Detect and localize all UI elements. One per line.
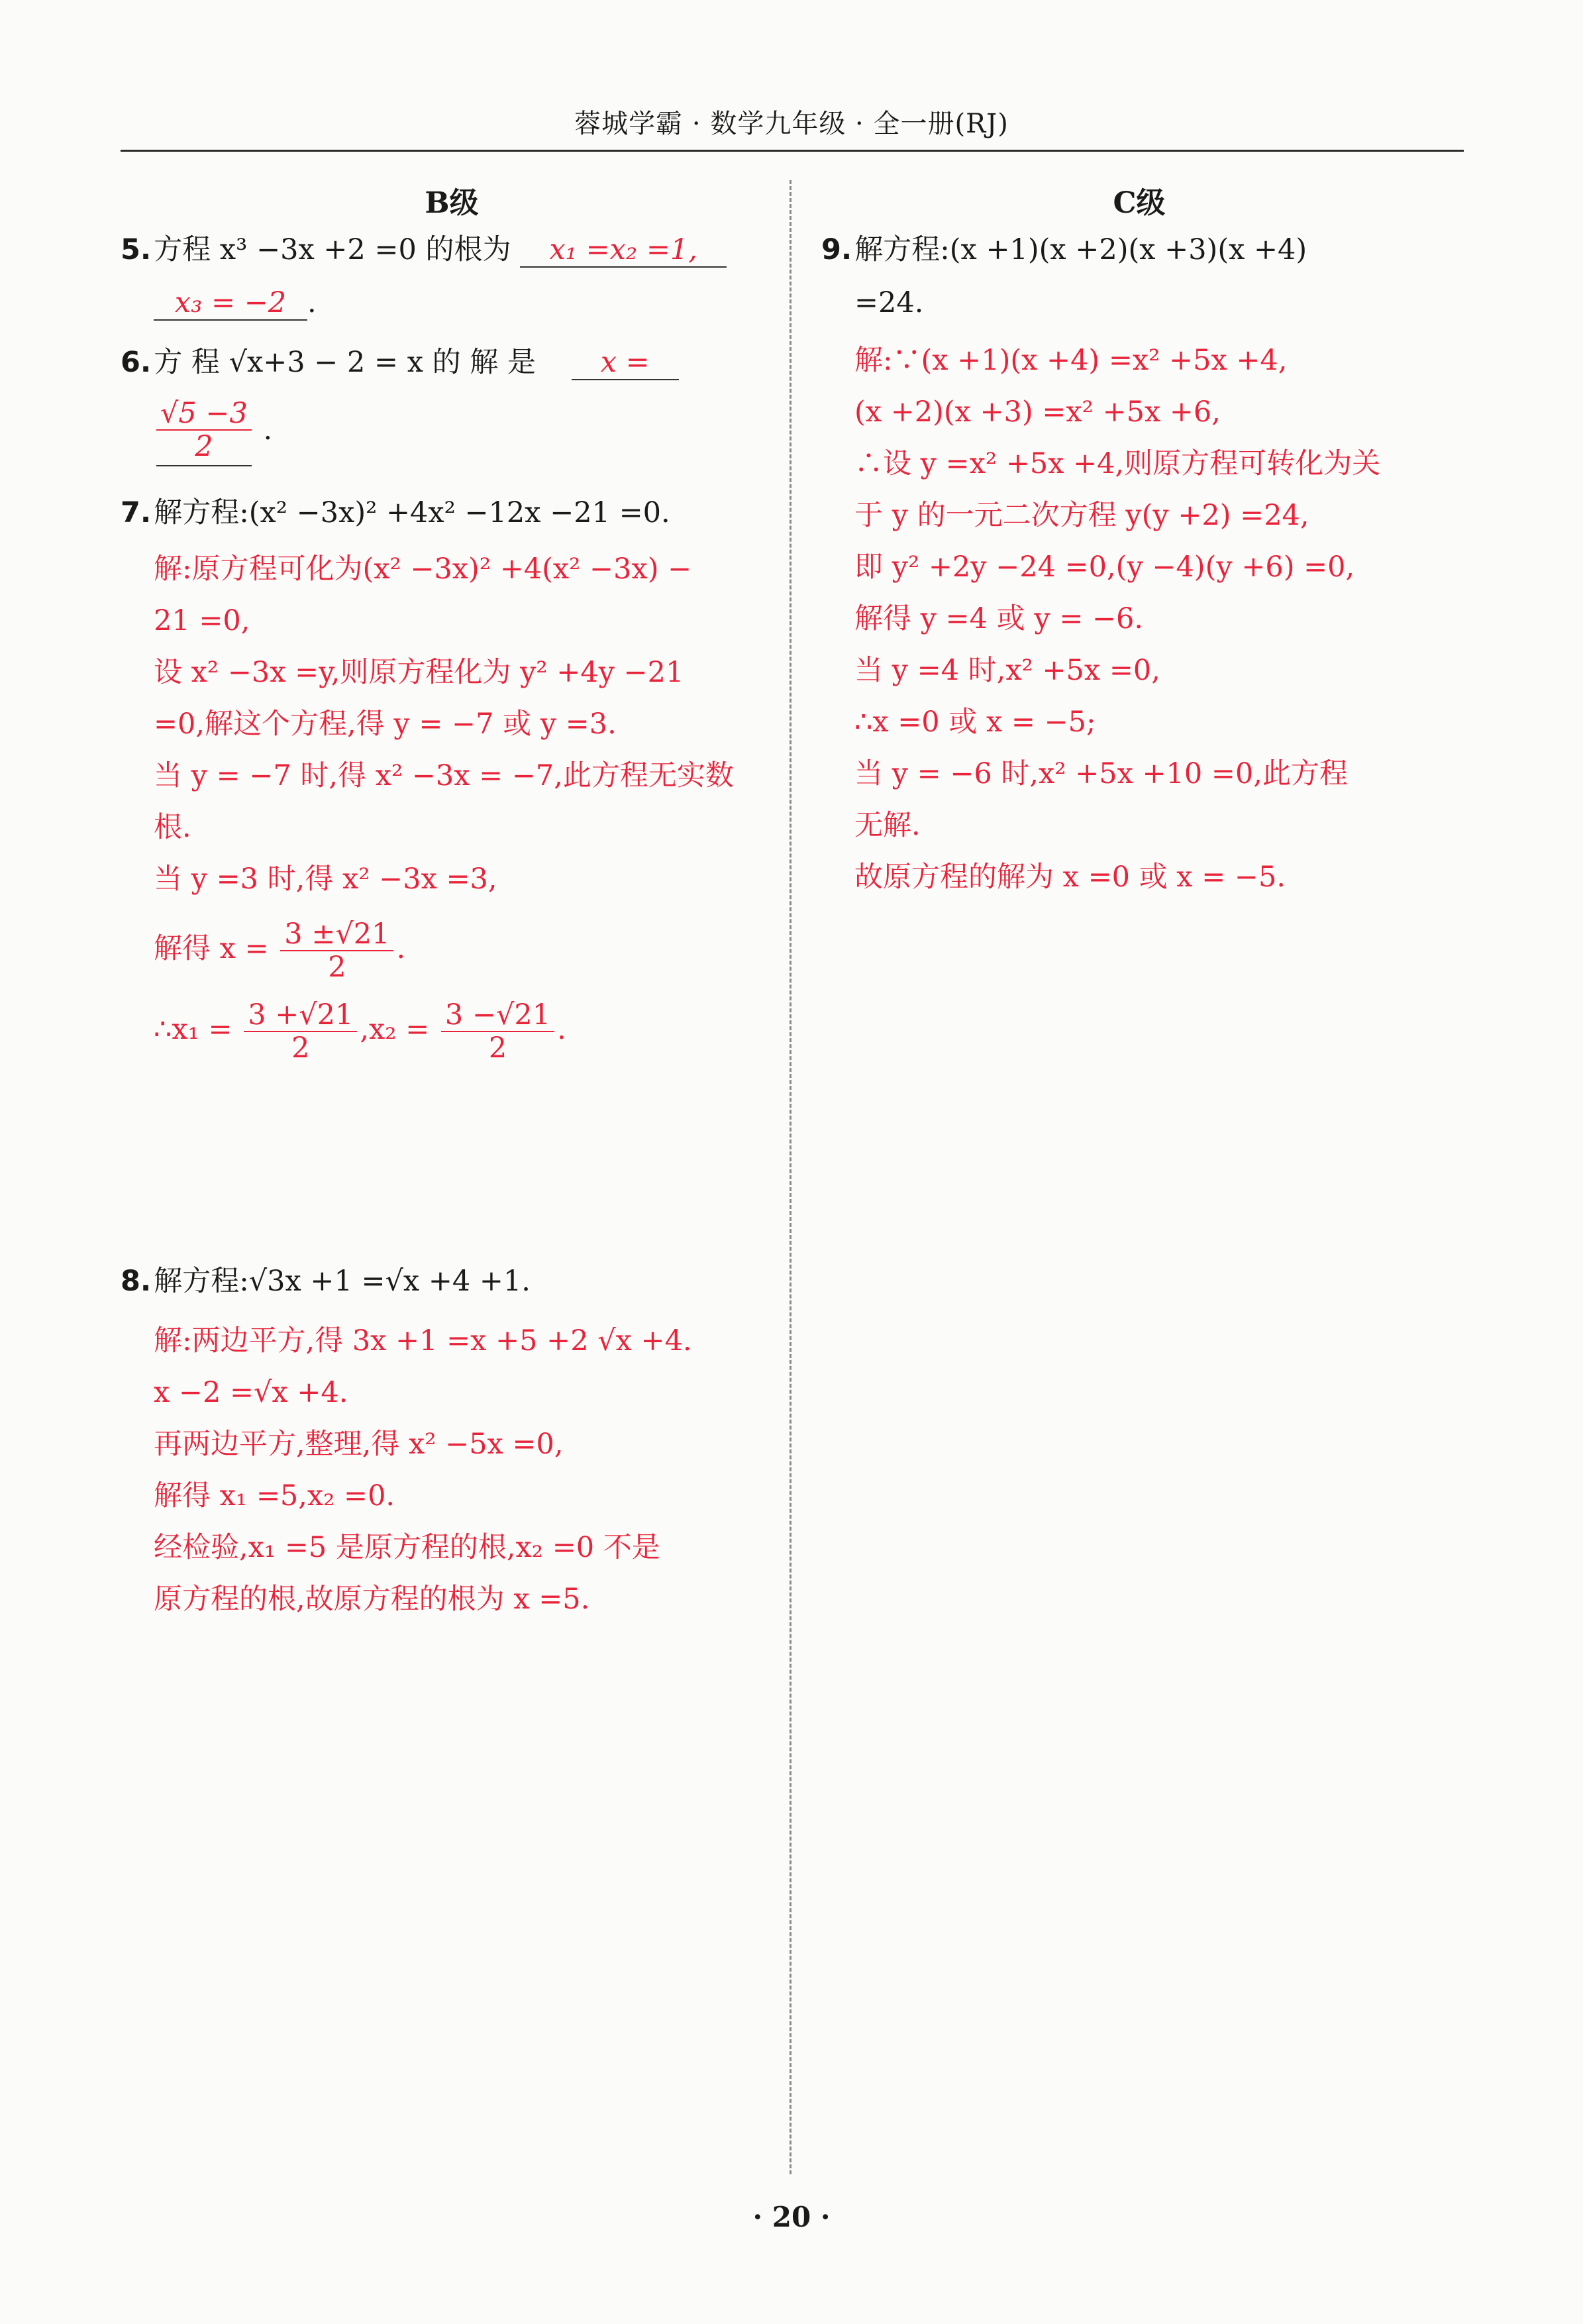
fraction bbox=[280, 918, 393, 983]
answer-blank: x₃ = −2 bbox=[154, 286, 307, 321]
answer-blank: x = bbox=[572, 346, 679, 380]
fraction-denominator: 2 bbox=[291, 1031, 310, 1065]
running-header: 蓉城学霸 · 数学九年级 · 全一册(RJ) bbox=[574, 109, 1009, 139]
punctuation: . bbox=[557, 1013, 566, 1046]
question-9-cont bbox=[854, 284, 923, 322]
solution-line: 设 x² −3x =y,则原方程化为 y² +4y −21 bbox=[154, 656, 684, 689]
solution-line-fraction bbox=[154, 918, 776, 983]
solution-line: 当 y = −7 时,得 x² −3x = −7,此方程无实数 bbox=[154, 759, 734, 792]
solution-line: 即 y² +2y −24 =0,(y −4)(y +6) =0, bbox=[854, 551, 1355, 584]
fraction-denominator: 2 bbox=[195, 430, 213, 463]
column-divider bbox=[790, 180, 792, 2174]
solution-line: 再两边平方,整理,得 x² −5x =0, bbox=[154, 1428, 564, 1461]
solution-line: 无解. bbox=[854, 809, 921, 842]
question-5 bbox=[121, 231, 727, 269]
punctuation: . bbox=[396, 932, 406, 965]
punctuation: . bbox=[263, 413, 273, 447]
solution-line: ∴x =0 或 x = −5; bbox=[854, 706, 1096, 739]
fraction bbox=[244, 999, 357, 1064]
text: ∴x₁ = bbox=[154, 1013, 232, 1046]
solution-line: 当 y =4 时,x² +5x =0, bbox=[854, 654, 1160, 687]
page-number: · 20 · bbox=[752, 2201, 831, 2233]
question-9 bbox=[821, 231, 1307, 269]
answer-blank: x₁ =x₂ =1, bbox=[520, 233, 727, 268]
solution-9 bbox=[854, 335, 1477, 903]
solution-line: 21 =0, bbox=[154, 604, 250, 637]
fraction-numerator: 3 −√21 bbox=[441, 999, 554, 1032]
solution-line: 解得 x₁ =5,x₂ =0. bbox=[154, 1479, 395, 1512]
question-8 bbox=[121, 1262, 531, 1300]
solution-line: 解:∵(x +1)(x +4) =x² +5x +4, bbox=[854, 344, 1288, 377]
fraction-numerator: √5 −3 bbox=[156, 397, 252, 431]
fraction-denominator: 2 bbox=[328, 951, 346, 984]
question-number: 5. bbox=[121, 233, 152, 266]
fraction bbox=[441, 999, 554, 1064]
question-stem: 解方程:√3x +1 =√x +4 +1. bbox=[154, 1265, 531, 1298]
question-6-cont bbox=[154, 397, 272, 466]
solution-line: 故原方程的解为 x =0 或 x = −5. bbox=[854, 861, 1286, 894]
fraction-numerator: 3 ±√21 bbox=[280, 918, 393, 951]
question-5-cont bbox=[154, 284, 317, 322]
solution-line: 解:两边平方,得 3x +1 =x +5 +2 √x +4. bbox=[154, 1324, 692, 1357]
solution-line: 解得 y =4 或 y = −6. bbox=[854, 602, 1144, 635]
solution-line: x −2 =√x +4. bbox=[154, 1376, 348, 1409]
solution-line-fraction bbox=[154, 999, 776, 1064]
solution-line: 当 y = −6 时,x² +5x +10 =0,此方程 bbox=[854, 757, 1348, 790]
answer-fraction bbox=[156, 397, 252, 466]
solution-8 bbox=[154, 1315, 776, 1625]
fraction-numerator: 3 +√21 bbox=[244, 999, 357, 1032]
text: ,x₂ = bbox=[360, 1013, 430, 1046]
punctuation: . bbox=[307, 286, 317, 319]
solution-line: 经检验,x₁ =5 是原方程的根,x₂ =0 不是 bbox=[154, 1531, 660, 1564]
solution-7 bbox=[154, 543, 776, 1064]
question-stem: 解方程:(x +1)(x +2)(x +3)(x +4) bbox=[854, 233, 1307, 266]
level-b-heading: B级 bbox=[425, 186, 479, 220]
fraction-denominator: 2 bbox=[488, 1031, 507, 1065]
question-number: 7. bbox=[121, 496, 152, 529]
question-number: 8. bbox=[121, 1265, 152, 1298]
solution-line: 原方程的根,故原方程的根为 x =5. bbox=[154, 1583, 590, 1616]
solution-line: (x +2)(x +3) =x² +5x +6, bbox=[854, 396, 1221, 429]
solution-line: 当 y =3 时,得 x² −3x =3, bbox=[154, 863, 497, 896]
question-stem: 方 程 √x+3 − 2 = x 的 解 是 bbox=[154, 346, 536, 379]
text: 解得 x = bbox=[154, 932, 269, 965]
solution-line: 于 y 的一元二次方程 y(y +2) =24, bbox=[854, 499, 1309, 532]
solution-line: ∴设 y =x² +5x +4,则原方程可转化为关 bbox=[854, 447, 1381, 480]
question-7 bbox=[121, 494, 670, 532]
question-stem: 方程 x³ −3x +2 =0 的根为 bbox=[154, 233, 511, 266]
question-6 bbox=[121, 343, 679, 382]
solution-line: 解:原方程可化为(x² −3x)² +4(x² −3x) − bbox=[154, 553, 692, 586]
header-rule bbox=[121, 150, 1464, 152]
solution-line: =0,解这个方程,得 y = −7 或 y =3. bbox=[154, 708, 617, 741]
question-number: 6. bbox=[121, 346, 152, 379]
question-stem: 解方程:(x² −3x)² +4x² −12x −21 =0. bbox=[154, 496, 670, 529]
level-c-heading: C级 bbox=[1113, 186, 1166, 220]
question-stem: =24. bbox=[854, 286, 924, 319]
solution-line: 根. bbox=[154, 811, 191, 844]
question-number: 9. bbox=[821, 233, 852, 266]
